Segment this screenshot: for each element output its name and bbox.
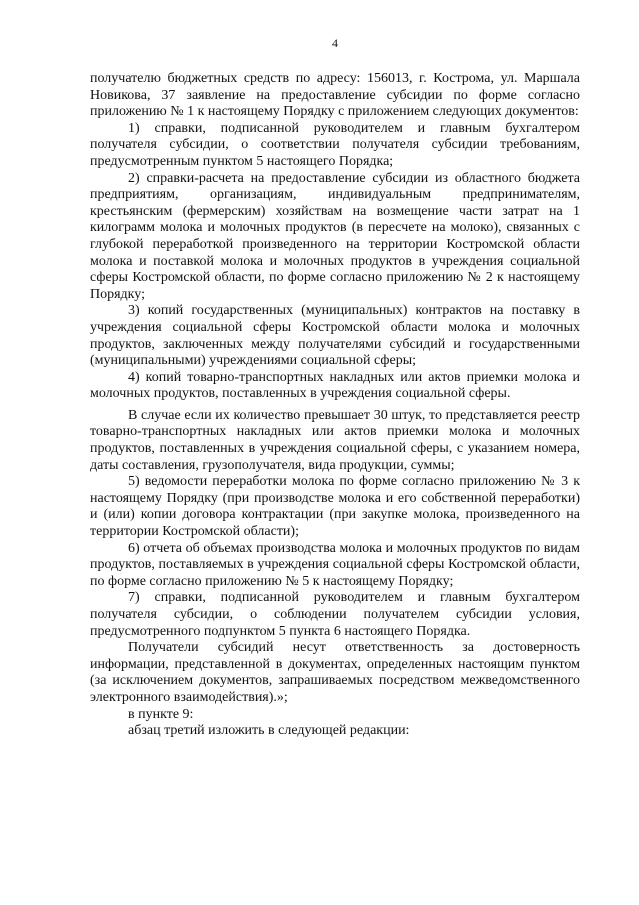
paragraph-item-5: 5) ведомости переработки молока по форме согласно приложению № 3 к настоящему Порядку (при производстве молока и его собственной переработки) и (или) копии договора контрактации (при закупке молока, произведенного на территории Костромской области); (90, 474, 580, 540)
paragraph-item-7: 7) справки, подписанной руководителем и главным бухгалтером получателя субсидии, о соблюдении получателем субсидии условия, предусмотренного подпунктом 5 пункта 6 настоящего Порядка. (90, 590, 580, 639)
paragraph-item-3: 3) копий государственных (муниципальных) контрактов на поставку в учреждения социальной сферы Костромской области молока и молочных продуктов, заключенных между получателями субсидий и государственными (муниципальными) учреждениями социальной сферы; (90, 303, 580, 369)
page-number: 4 (332, 36, 338, 50)
paragraph-responsibility: Получатели субсидий несут ответственность за достоверность информации, представленной в документах, определенных настоящим пунктом (за исключением документов, запрашиваемых посредством межведомственного электронного взаимодействия).»; (90, 640, 580, 705)
paragraph-item-2: 2) справки-расчета на предоставление субсидии из областного бюджета предприятиям, организациям, индивидуальным предпринимателям, крестьянским (фермерским) хозяйствам на возмещение части затрат на 1 килограмм молока и молочных продуктов (в пересчете на молоко), связанных с глубокой переработкой произведенного на территории Костромской области молока и поставкой молока и молочных продуктов в учреждения социальной сферы Костромской области, по форме согласно приложению № 2 к настоящему Порядку; (90, 170, 580, 302)
paragraph-point-9: в пункте 9: (128, 706, 194, 722)
paragraph-item-6: 6) отчета об объемах производства молока и молочных продуктов по видам продуктов, поставляемых в учреждения социальной сферы Костромской области, по форме согласно приложению № 5 к настоящему Порядку; (90, 540, 580, 589)
document-body (90, 71, 580, 740)
paragraph-item-4: 4) копий товарно-транспортных накладных или актов приемки молока и молочных продуктов, поставленных в учреждения социальной сферы. (90, 369, 580, 402)
paragraph-item-1: 1) справки, подписанной руководителем и главным бухгалтером получателя субсидии, о соответствии получателя субсидии требованиям, предусмотренным пунктом 5 настоящего Порядка; (90, 120, 580, 169)
paragraph-third-clause: абзац третий изложить в следующей редакции: (128, 723, 410, 739)
paragraph-item-4-registry: В случае если их количество превышает 30 штук, то представляется реестр товарно-транспортных накладных или актов приемки молока и молочных продуктов, поставленных в учреждения социальной сферы, с указанием номера, даты составления, грузополучателя, вида продукции, суммы; (90, 407, 580, 473)
paragraph-intro: получателю бюджетных средств по адресу: 156013, г. Кострома, ул. Маршала Новикова, 37 заявление на предоставление субсидии по форме согласно приложению № 1 к настоящему Порядку с приложением следующих документов: (90, 71, 580, 120)
